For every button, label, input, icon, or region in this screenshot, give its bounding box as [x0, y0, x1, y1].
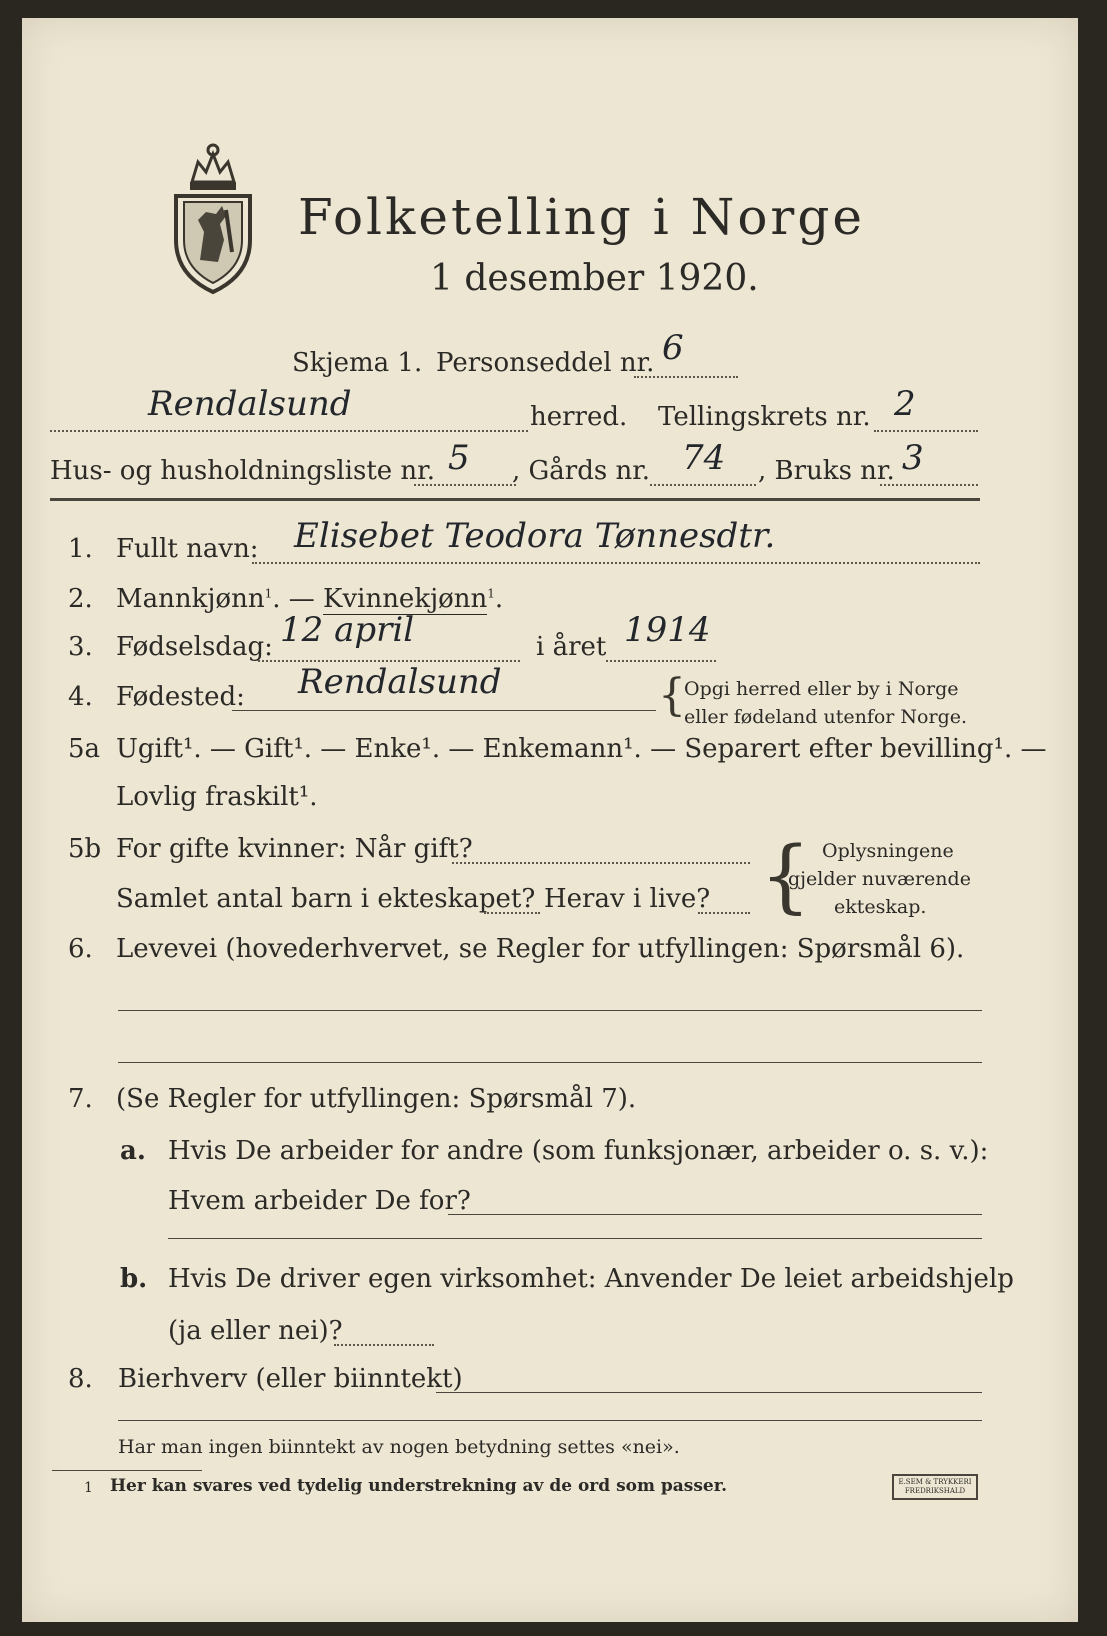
- q6-number: 6.: [68, 934, 93, 964]
- q5b-alive-label: Herav i live?: [544, 884, 711, 914]
- bruks-value[interactable]: 3: [902, 438, 924, 478]
- printer-stamp-line-2: FREDRIKSHALD: [904, 1487, 966, 1495]
- q4-number: 4.: [68, 682, 93, 712]
- q4-note-1: Opgi herred eller by i Norge: [684, 678, 959, 700]
- birth-year-value[interactable]: 1914: [624, 610, 711, 650]
- q2-end: .: [494, 584, 504, 614]
- hus-value[interactable]: 5: [448, 438, 470, 478]
- q5b-children-label: Samlet antal barn i ekteskapet?: [116, 884, 536, 914]
- norwegian-coat-of-arms-icon: [170, 140, 256, 295]
- q4-brace: {: [658, 670, 686, 721]
- bruks-dots: [880, 484, 978, 486]
- q5b-married-dots: [452, 862, 750, 864]
- q7b-line-1: Hvis De driver egen virksomhet: Anvender De leiet arbeidshjelp: [168, 1264, 1014, 1294]
- q3-label: Fødselsdag:: [116, 632, 273, 662]
- bruks-label: , Bruks nr.: [758, 456, 895, 486]
- q5b-children-dots: [484, 912, 540, 914]
- printer-stamp-line-1: E.SEM & TRYKKERI: [898, 1478, 972, 1486]
- q6-label: Levevei (hovederhvervet, se Regler for utfyllingen: Spørsmål 6).: [116, 934, 965, 964]
- q6-answer-line-1: [118, 1010, 982, 1011]
- q5b-brace: {: [760, 829, 811, 922]
- mannkjonn-option[interactable]: Mannkjønn: [116, 584, 265, 614]
- footnote-divider: [52, 1470, 202, 1471]
- personseddel-dots: [634, 376, 738, 378]
- q7a-answer-line: [448, 1214, 982, 1215]
- q8-label: Bierhverv (eller biinntekt): [118, 1364, 463, 1394]
- q2-options: Mannkjønn$^1$. — Kvinnekjønn$^1$.: [116, 584, 504, 614]
- q4-note-2: eller fødeland utenfor Norge.: [684, 706, 968, 728]
- personseddel-label: Personseddel nr.: [436, 348, 655, 378]
- q8-answer-line: [436, 1392, 982, 1393]
- kvinnekjonn-option[interactable]: Kvinnekjønn: [323, 584, 488, 614]
- q3-number: 3.: [68, 632, 93, 662]
- q7a-line-2: Hvem arbeider De for?: [168, 1186, 471, 1216]
- census-date: 1 desember 1920.: [430, 258, 759, 299]
- q4-line: [232, 710, 656, 711]
- civil-status-options-2[interactable]: Lovlig fraskilt¹.: [116, 782, 318, 812]
- tellingskrets-label: Tellingskrets nr.: [658, 402, 871, 432]
- q4-label: Fødested:: [116, 682, 245, 712]
- q5b-alive-dots: [698, 912, 750, 914]
- hus-label: Hus- og husholdningsliste nr.: [50, 456, 436, 486]
- q7a-answer-line-2: [168, 1238, 982, 1239]
- birthplace-value[interactable]: Rendalsund: [298, 662, 502, 702]
- printer-stamp: [892, 1474, 978, 1500]
- q5b-note-2: gjelder nuværende: [788, 868, 971, 890]
- q1-number: 1.: [68, 534, 93, 564]
- q7b-line-2: (ja eller nei)?: [168, 1316, 343, 1346]
- census-form: [22, 18, 1078, 1622]
- q2-separator: . —: [272, 584, 315, 614]
- herred-dots: [50, 430, 528, 432]
- q3-year-label: i året: [536, 632, 607, 662]
- form-title: Folketelling i Norge: [298, 188, 865, 246]
- q7b-answer-dots: [334, 1344, 434, 1346]
- q7-label: (Se Regler for utfyllingen: Spørsmål 7).: [116, 1084, 637, 1114]
- q7b-number: b.: [120, 1264, 148, 1294]
- nei-instruction: Har man ingen biinntekt av nogen betydning settes «nei».: [118, 1436, 680, 1458]
- q2-number: 2.: [68, 584, 93, 614]
- q5b-married-label: For gifte kvinner: Når gift?: [116, 834, 473, 864]
- gards-value[interactable]: 74: [682, 438, 726, 478]
- full-name-value[interactable]: Elisebet Teodora Tønnesdtr.: [294, 516, 776, 556]
- herred-value[interactable]: Rendalsund: [148, 384, 352, 424]
- q1-dots: [252, 562, 980, 564]
- tellingskrets-value[interactable]: 2: [894, 384, 916, 424]
- q5a-number: 5a: [68, 734, 101, 764]
- hus-dots: [414, 484, 516, 486]
- footnote-mark: 1: [84, 1480, 93, 1496]
- q5b-note-3: ekteskap.: [834, 896, 927, 918]
- civil-status-options[interactable]: Ugift¹. — Gift¹. — Enke¹. — Enkemann¹. — Separert efter bevilling¹. —: [116, 734, 1047, 764]
- tellingskrets-dots: [874, 430, 978, 432]
- header-divider: [50, 498, 980, 501]
- q5b-number: 5b: [68, 834, 102, 864]
- herred-label: herred.: [530, 402, 628, 432]
- gards-dots: [650, 484, 756, 486]
- q5b-note-1: Oplysningene: [822, 840, 954, 862]
- footnote-text: Her kan svares ved tydelig understrekning av de ord som passer.: [110, 1476, 728, 1496]
- q8-answer-line-2: [118, 1420, 982, 1421]
- q1-label: Fullt navn:: [116, 534, 259, 564]
- gards-label: , Gårds nr.: [512, 456, 651, 486]
- birthdate-value[interactable]: 12 april: [280, 610, 415, 650]
- q8-number: 8.: [68, 1364, 93, 1394]
- q7-number: 7.: [68, 1084, 93, 1114]
- q7a-line-1: Hvis De arbeider for andre (som funksjonær, arbeider o. s. v.):: [168, 1136, 989, 1166]
- personseddel-value[interactable]: 6: [662, 328, 684, 368]
- q7a-number: a.: [120, 1136, 146, 1166]
- schema-label: Skjema 1.: [292, 348, 423, 378]
- q6-answer-line-2: [118, 1062, 982, 1063]
- q3-year-dots: [606, 660, 716, 662]
